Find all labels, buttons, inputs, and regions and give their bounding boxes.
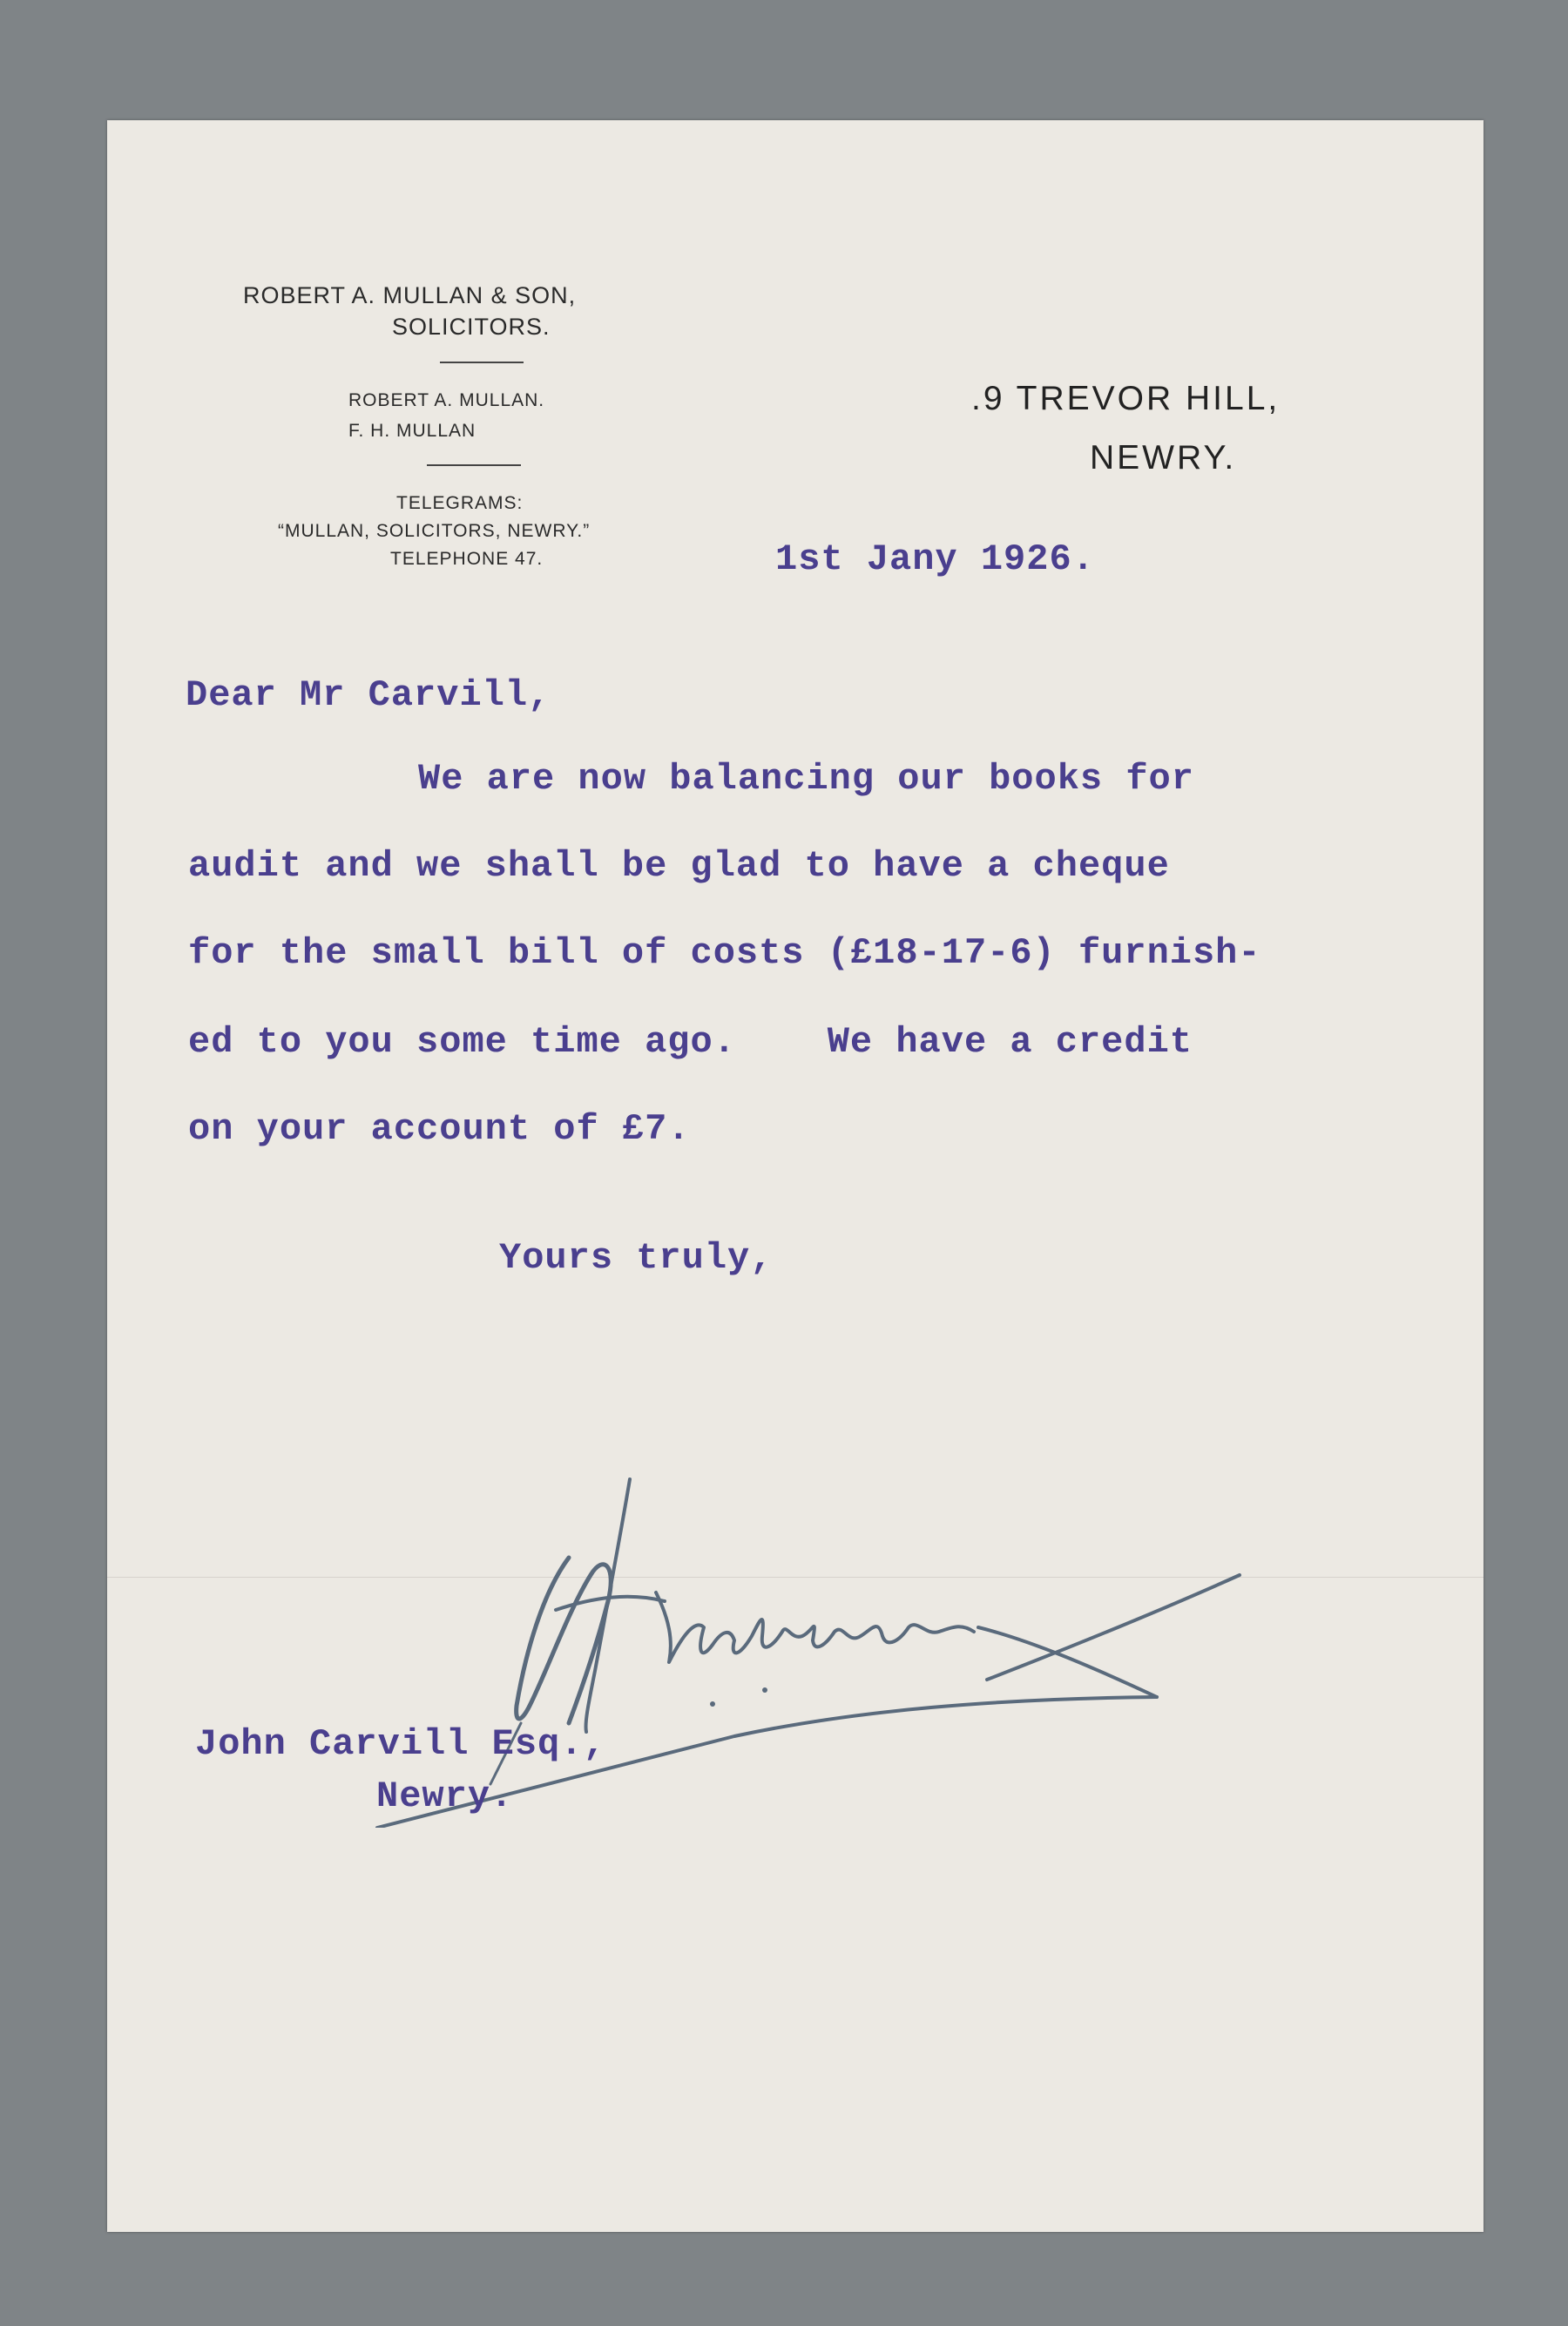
letterhead-divider — [440, 362, 524, 363]
body-line: for the small bill of costs (£18-17-6) furnish- — [188, 932, 1261, 974]
letterhead-divider — [427, 464, 521, 466]
body-line: We are now balancing our books for — [418, 758, 1194, 800]
firm-name: ROBERT A. MULLAN & SON, — [243, 282, 577, 308]
body-line: ed to you some time ago. We have a credit — [188, 1021, 1193, 1063]
letter-page — [107, 120, 1484, 2232]
closing: Yours truly, — [499, 1237, 774, 1279]
body-line: on your account of £7. — [188, 1108, 691, 1150]
telephone-number: TELEPHONE 47. — [390, 549, 544, 569]
address-line: .9 TREVOR HILL, — [971, 380, 1281, 417]
partner-name: F. H. MULLAN — [348, 421, 476, 441]
salutation: Dear Mr Carvill, — [186, 674, 551, 716]
firm-role: SOLICITORS. — [392, 314, 551, 340]
handwritten-signature — [368, 1462, 1362, 1828]
recipient-name: John Carvill Esq., — [195, 1723, 606, 1765]
recipient-town: Newry. — [376, 1775, 514, 1817]
telegrams-label: TELEGRAMS: — [396, 493, 524, 513]
partner-name: ROBERT A. MULLAN. — [348, 390, 545, 410]
telegrams-address: “MULLAN, SOLICITORS, NEWRY.” — [278, 521, 591, 541]
body-line: audit and we shall be glad to have a cheque — [188, 845, 1170, 887]
letter-date: 1st Jany 1926. — [775, 538, 1095, 580]
address-line: NEWRY. — [1090, 439, 1237, 477]
